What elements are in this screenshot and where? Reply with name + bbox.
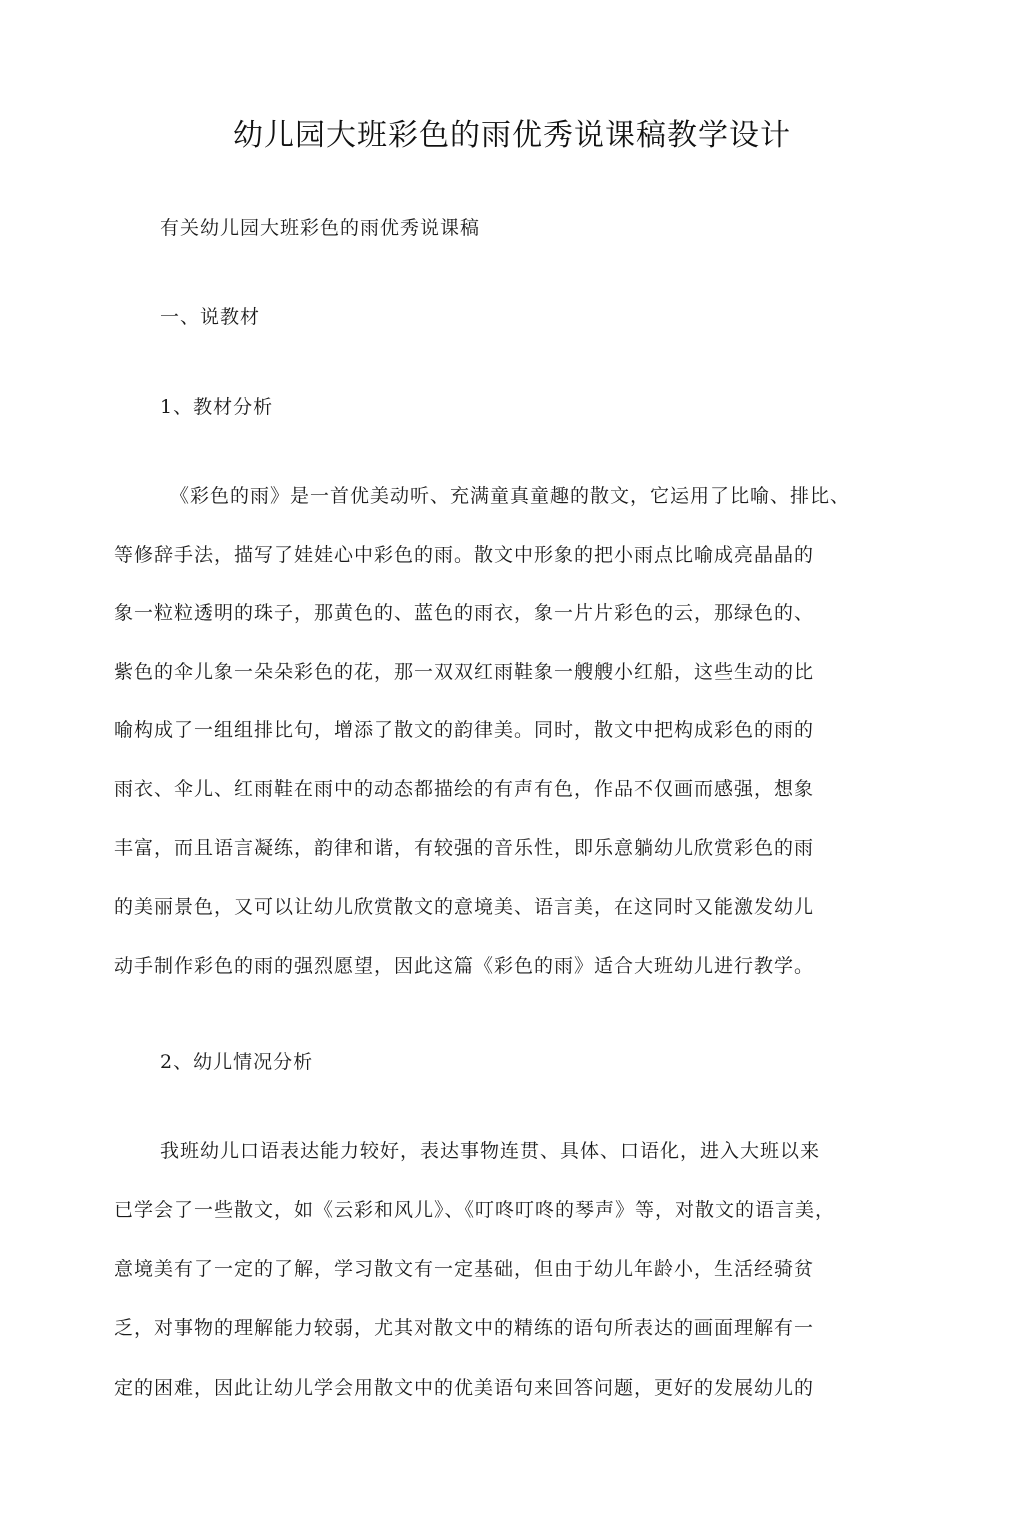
document-subtitle: 有关幼儿园大班彩色的雨优秀说课稿	[160, 217, 481, 239]
paragraph-1-line: 象一粒粒透明的珠子，那黄色的、蓝色的雨衣，象一片片彩色的云，那绿色的、	[114, 602, 815, 624]
subsection-heading-2: 2、幼儿情况分析	[160, 1051, 314, 1073]
paragraph-1-line: 的美丽景色，又可以让幼儿欣赏散文的意境美、语言美，在这同时又能激发幼儿	[114, 896, 815, 918]
paragraph-1-line: 雨衣、伞儿、红雨鞋在雨中的动态都描绘的有声有色，作品不仅画而感强，想象	[114, 778, 815, 800]
paragraph-2-line: 意境美有了一定的了解，学习散文有一定基础，但由于幼儿年龄小，生活经骑贫	[114, 1258, 815, 1280]
subsection-heading-1: 1、教材分析	[160, 396, 274, 418]
paragraph-2-line: 定的困难，因此让幼儿学会用散文中的优美语句来回答问题，更好的发展幼儿的	[114, 1377, 815, 1399]
paragraph-1-line: 丰富，而且语言凝练，韵律和谐，有较强的音乐性，即乐意躺幼儿欣赏彩色的雨	[114, 837, 815, 859]
paragraph-1-line: 紫色的伞儿象一朵朵彩色的花，那一双双红雨鞋象一艘艘小红船，这些生动的比	[114, 661, 815, 683]
paragraph-1-line: 《彩色的雨》是一首优美动听、充满童真童趣的散文，它运用了比喻、排比、	[170, 485, 851, 507]
document-title: 幼儿园大班彩色的雨优秀说课稿教学设计	[233, 118, 791, 153]
paragraph-2-line: 我班幼儿口语表达能力较好，表达事物连贯、具体、口语化，进入大班以来	[160, 1140, 821, 1162]
paragraph-2-line: 乏，对事物的理解能力较弱，尤其对散文中的精练的语句所表达的画面理解有一	[114, 1317, 815, 1339]
paragraph-1-line: 动手制作彩色的雨的强烈愿望，因此这篇《彩色的雨》适合大班幼儿进行教学。	[114, 955, 815, 977]
paragraph-2-line: 已学会了一些散文，如《云彩和风儿》、《叮咚叮咚的琴声》等，对散文的语言美，	[114, 1199, 836, 1221]
paragraph-1-line: 喻构成了一组组排比句，增添了散文的韵律美。同时，散文中把构成彩色的雨的	[114, 719, 815, 741]
paragraph-1-line: 等修辞手法，描写了娃娃心中彩色的雨。散文中形象的把小雨点比喻成亮晶晶的	[114, 544, 815, 566]
section-heading-1: 一、说教材	[160, 306, 261, 328]
